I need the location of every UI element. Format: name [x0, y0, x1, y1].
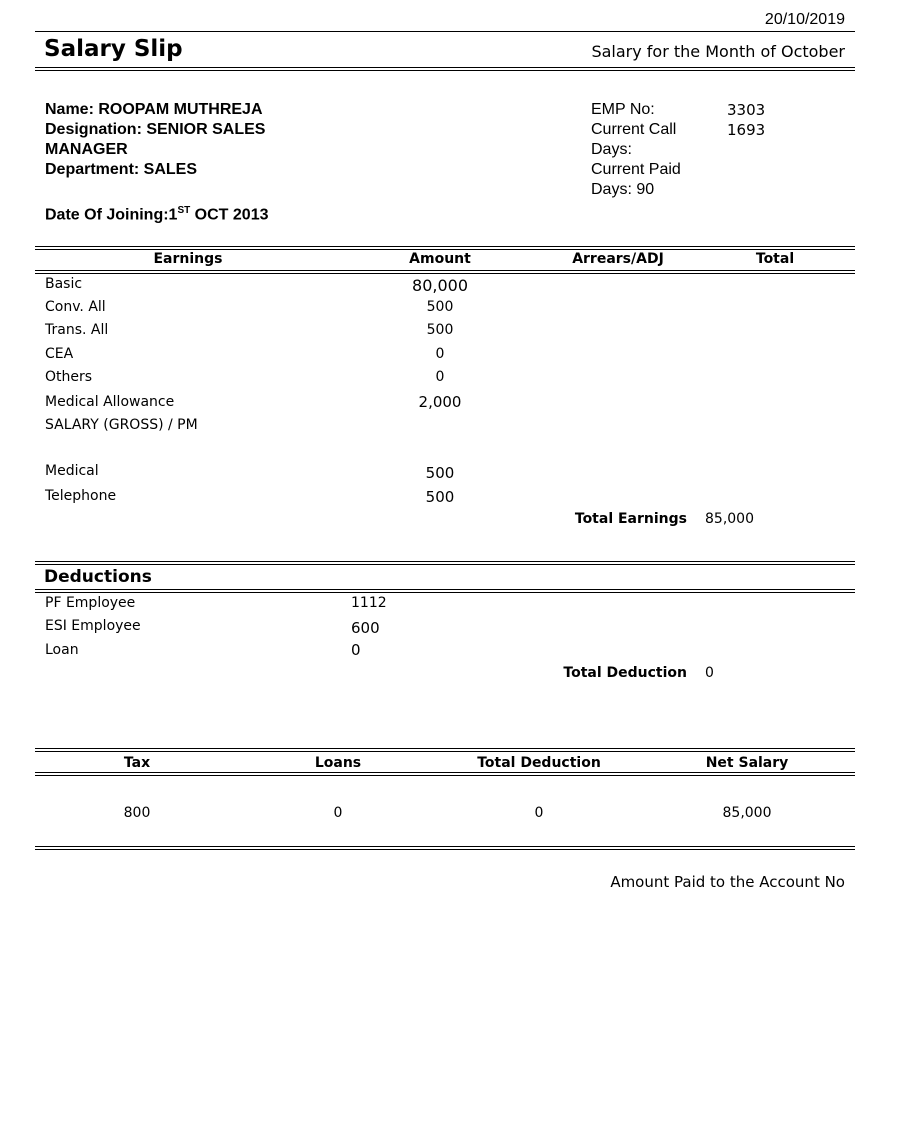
call-days-label-cont: Days:: [591, 141, 632, 158]
earning-label: Others: [45, 369, 93, 385]
paid-days-value: Days: 90: [591, 181, 655, 198]
divider: [35, 564, 855, 565]
deduction-amount: 1112: [351, 595, 387, 611]
divider: [35, 31, 855, 32]
divider: [35, 70, 855, 71]
employee-name: Name: ROOPAM MUTHREJA: [45, 101, 263, 118]
total-deduction-value: 0: [705, 665, 714, 681]
arrears-header: Arrears/ADJ: [572, 251, 664, 267]
loans-value: 0: [333, 805, 343, 821]
net-salary-value: 85,000: [722, 805, 772, 821]
deduction-label: ESI Employee: [45, 618, 141, 634]
month-caption: Salary for the Month of October: [591, 42, 845, 61]
divider: [35, 592, 855, 593]
call-days-label: Current Call: [591, 121, 677, 138]
total-earnings-label: Total Earnings: [574, 511, 687, 527]
account-caption: Amount Paid to the Account No: [610, 873, 845, 891]
date-of-joining: Date Of Joining:1ST OCT 2013: [45, 205, 269, 224]
earning-label: Trans. All: [45, 322, 109, 338]
earning-label: SALARY (GROSS) / PM: [45, 417, 198, 433]
earning-label: Medical Allowance: [45, 394, 175, 410]
divider: [35, 270, 855, 271]
divider: [35, 273, 855, 274]
employee-designation-cont: MANAGER: [45, 141, 128, 158]
divider: [35, 67, 855, 68]
deduction-label: Loan: [45, 642, 79, 658]
earning-label: CEA: [45, 346, 74, 362]
amount-header: Amount: [409, 251, 471, 267]
divider: [35, 846, 855, 847]
net-salary-header: Net Salary: [705, 755, 789, 771]
earning-amount: 0: [435, 369, 445, 385]
slip-date: 20/10/2019: [764, 11, 845, 28]
divider: [35, 751, 855, 752]
earning-label: Medical: [45, 463, 99, 479]
divider: [35, 775, 855, 776]
earning-label: Telephone: [45, 488, 117, 504]
employee-department: Department: SALES: [45, 161, 198, 178]
earning-amount: 500: [425, 464, 455, 482]
emp-no-value: 3303: [727, 101, 766, 119]
earning-amount: 80,000: [412, 276, 468, 295]
earning-amount: 500: [426, 322, 454, 338]
tax-value: 800: [123, 805, 151, 821]
total-header: Total: [755, 251, 795, 267]
earning-label: Basic: [45, 276, 83, 292]
divider: [35, 849, 855, 850]
loans-header: Loans: [314, 755, 362, 771]
earnings-header: Earnings: [153, 251, 223, 267]
deduction-amount: 0: [351, 641, 361, 659]
divider: [35, 246, 855, 247]
deduction-amount: 600: [351, 619, 380, 637]
call-days-value: 1693: [727, 121, 766, 139]
total-deduction-header: Total Deduction: [477, 755, 601, 771]
earning-amount: 500: [426, 299, 454, 315]
earning-amount: 500: [425, 488, 455, 506]
deductions-title: Deductions: [44, 567, 152, 587]
total-deduction-summary-value: 0: [534, 805, 544, 821]
paid-days-label: Current Paid: [591, 161, 681, 178]
divider: [35, 748, 855, 749]
divider: [35, 589, 855, 590]
earning-amount: 2,000: [418, 393, 462, 411]
earning-amount: 0: [435, 346, 445, 362]
divider: [35, 249, 855, 250]
divider: [35, 772, 855, 773]
total-earnings-value: 85,000: [705, 511, 754, 527]
page-title: Salary Slip: [44, 36, 183, 62]
emp-no-label: EMP No:: [591, 101, 655, 118]
deduction-label: PF Employee: [45, 595, 136, 611]
earning-label: Conv. All: [45, 299, 106, 315]
total-deduction-label: Total Deduction: [563, 665, 687, 681]
employee-designation: Designation: SENIOR SALES: [45, 121, 266, 138]
divider: [35, 561, 855, 562]
tax-header: Tax: [123, 755, 151, 771]
